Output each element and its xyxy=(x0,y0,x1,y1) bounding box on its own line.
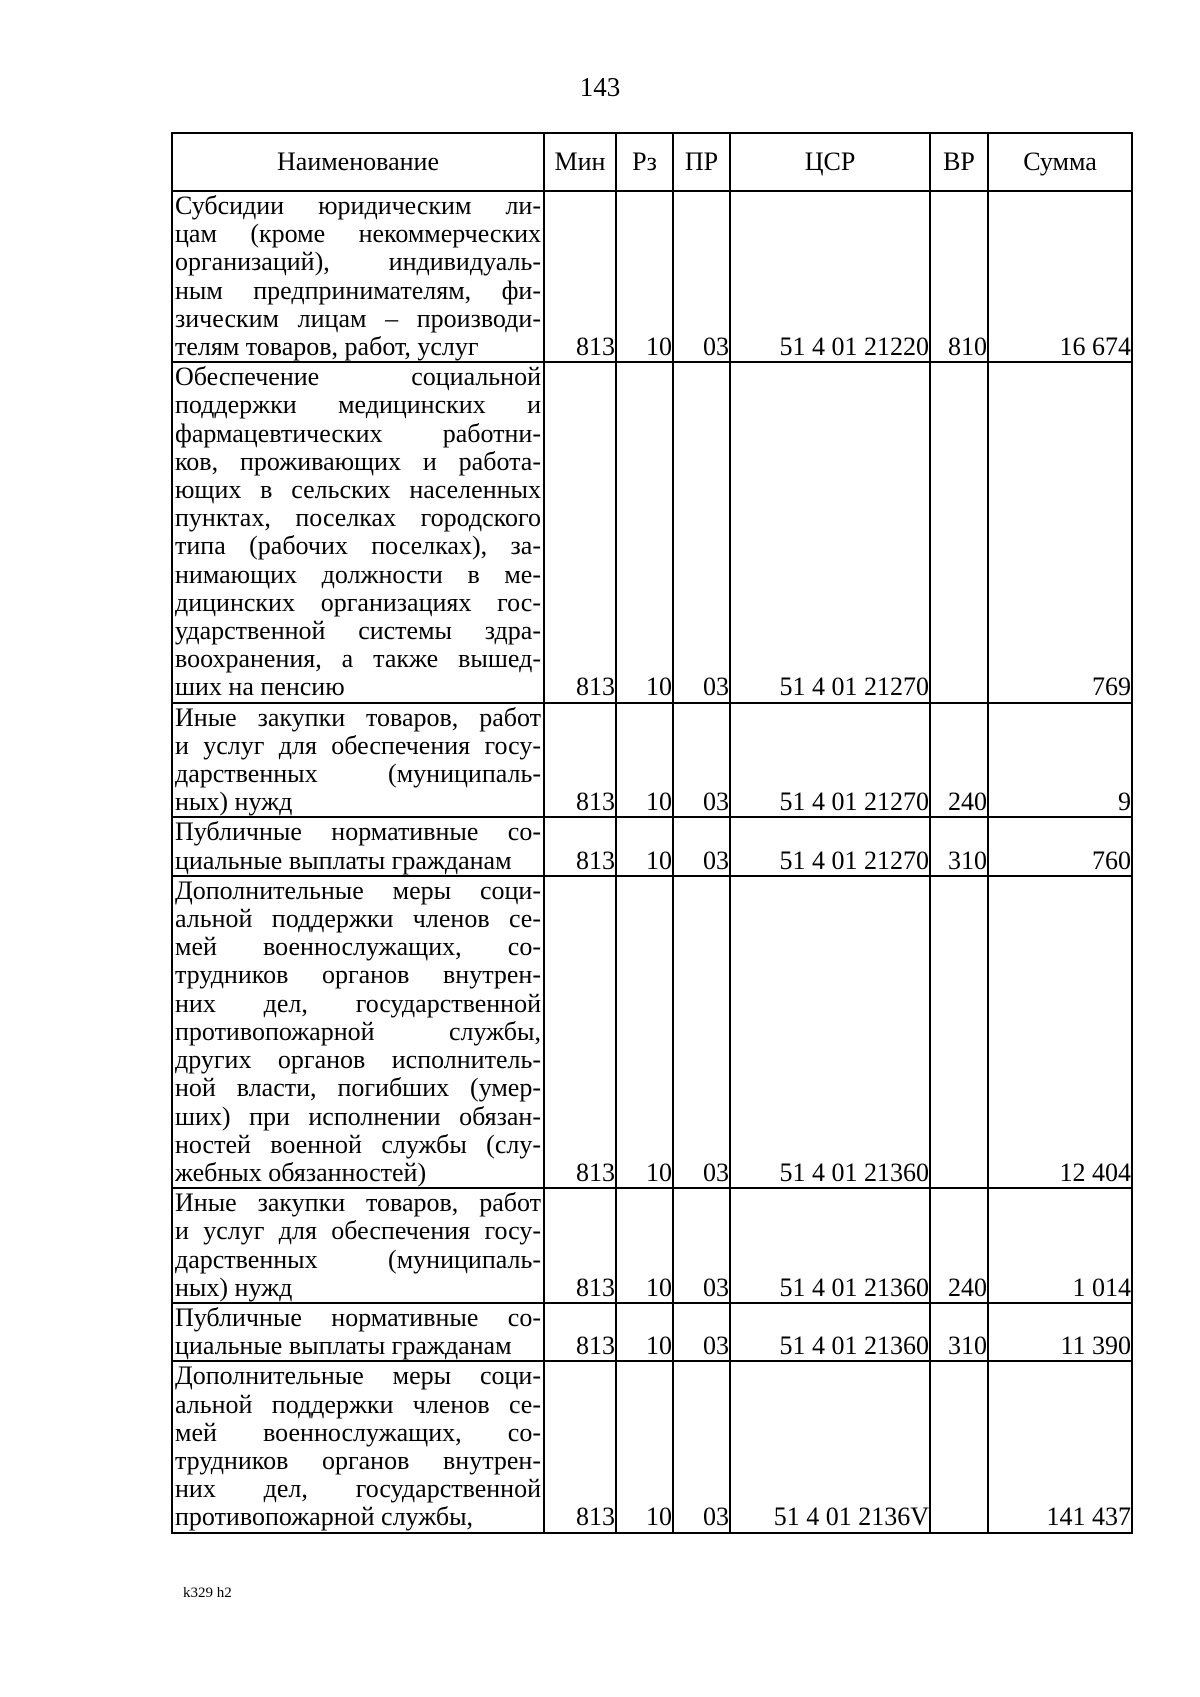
row-name-line: фармацевтических работни- xyxy=(175,418,541,448)
budget-table xyxy=(171,132,1133,1534)
table-row xyxy=(172,817,1132,875)
header-pr: ПР xyxy=(673,133,730,191)
row-name-line: цам (кроме некоммерческих xyxy=(175,219,541,249)
row-name-line: альной поддержки членов се- xyxy=(175,1389,541,1419)
row-name xyxy=(172,1188,544,1303)
row-sum: 12 404 xyxy=(988,876,1132,1188)
header-vr: ВР xyxy=(930,133,988,191)
row-name-line: Дополнительные меры соци- xyxy=(175,1361,541,1391)
row-name xyxy=(172,876,544,1188)
row-csr: 51 4 01 21360 xyxy=(730,1303,930,1361)
row-name-line: Публичные нормативные со- xyxy=(175,1302,541,1332)
row-name-line: мей военнослужащих, со- xyxy=(175,1417,541,1447)
row-csr: 51 4 01 21360 xyxy=(730,876,930,1188)
row-sum: 16 674 xyxy=(988,191,1132,362)
row-rz: 10 xyxy=(616,1303,673,1361)
row-min: 813 xyxy=(544,703,616,818)
row-name xyxy=(172,703,544,818)
row-min: 813 xyxy=(544,1361,616,1532)
row-vr: 310 xyxy=(930,1303,988,1361)
row-sum: 760 xyxy=(988,817,1132,875)
row-name-line: Обеспечение социальной xyxy=(175,362,541,392)
row-vr xyxy=(930,876,988,1188)
row-name xyxy=(172,1303,544,1361)
row-name-line: зическим лицам – производи- xyxy=(175,303,541,333)
table-row xyxy=(172,362,1132,702)
header-sum: Сумма xyxy=(988,133,1132,191)
row-name-line: жебных обязанностей) xyxy=(175,1157,427,1187)
row-rz: 10 xyxy=(616,703,673,818)
row-name-line: мей военнослужащих, со- xyxy=(175,932,541,962)
row-min: 813 xyxy=(544,1188,616,1303)
row-name-line: ных) нужд xyxy=(175,787,293,817)
row-pr: 03 xyxy=(673,876,730,1188)
row-min: 813 xyxy=(544,1303,616,1361)
row-name-line: воохранения, а также вышед- xyxy=(175,644,541,674)
row-csr: 51 4 01 21270 xyxy=(730,703,930,818)
row-vr: 810 xyxy=(930,191,988,362)
row-sum: 11 390 xyxy=(988,1303,1132,1361)
row-csr: 51 4 01 21220 xyxy=(730,191,930,362)
table-header-row xyxy=(172,133,1132,191)
row-vr: 310 xyxy=(930,817,988,875)
row-pr: 03 xyxy=(673,191,730,362)
table-row xyxy=(172,876,1132,1188)
row-name-line: ших на пенсию xyxy=(175,672,345,702)
row-name-line: трудников органов внутрен- xyxy=(175,1445,541,1475)
row-pr: 03 xyxy=(673,1361,730,1532)
row-name-line: дицинских организациях гос- xyxy=(175,587,541,617)
table-body xyxy=(172,191,1132,1533)
row-name-line: типа (рабочих поселках), за- xyxy=(175,531,541,561)
row-name-line: Субсидии юридическим ли- xyxy=(175,191,541,220)
row-min: 813 xyxy=(544,191,616,362)
row-vr xyxy=(930,362,988,702)
row-name-line: циальные выплаты гражданам xyxy=(175,845,512,875)
row-name-line: циальные выплаты гражданам xyxy=(175,1331,512,1361)
row-pr: 03 xyxy=(673,362,730,702)
row-name-line: ных) нужд xyxy=(175,1272,293,1302)
row-name-line: альной поддержки членов се- xyxy=(175,904,541,934)
row-name-line: ностей военной службы (слу- xyxy=(175,1129,541,1159)
page-number: 143 xyxy=(579,72,621,102)
row-name-line: противопожарной службы, xyxy=(175,1502,474,1532)
row-name xyxy=(172,817,544,875)
row-min: 813 xyxy=(544,876,616,1188)
row-name-line: телям товаров, работ, услуг xyxy=(175,332,479,362)
table-row xyxy=(172,1188,1132,1303)
row-name-line: них дел, государственной xyxy=(175,1474,541,1504)
row-name xyxy=(172,191,544,362)
row-name-line: нимающих должности в ме- xyxy=(175,559,541,589)
row-name-line: и услуг для обеспечения госу- xyxy=(175,1216,541,1246)
header-csr: ЦСР xyxy=(730,133,930,191)
row-name xyxy=(172,1361,544,1532)
row-csr: 51 4 01 21360 xyxy=(730,1188,930,1303)
row-pr: 03 xyxy=(673,1303,730,1361)
row-name-line: них дел, государственной xyxy=(175,988,541,1018)
table-row xyxy=(172,1303,1132,1361)
row-vr xyxy=(930,1361,988,1532)
row-name-line: противопожарной службы, xyxy=(175,1016,541,1046)
row-sum: 141 437 xyxy=(988,1361,1132,1532)
row-name-line: Публичные нормативные со- xyxy=(175,817,541,847)
row-sum: 9 xyxy=(988,703,1132,818)
table-row xyxy=(172,191,1132,362)
row-name-line: дарственных (муниципаль- xyxy=(175,1244,541,1274)
row-rz: 10 xyxy=(616,191,673,362)
row-name-line: других органов исполнитель- xyxy=(175,1045,541,1075)
row-name-line: ков, проживающих и работа- xyxy=(175,446,541,476)
row-name-line: ным предпринимателям, фи- xyxy=(175,275,541,305)
row-name-line: дарственных (муниципаль- xyxy=(175,759,541,789)
row-rz: 10 xyxy=(616,1361,673,1532)
row-vr: 240 xyxy=(930,703,988,818)
row-name xyxy=(172,362,544,702)
row-rz: 10 xyxy=(616,362,673,702)
row-name-line: Иные закупки товаров, работ xyxy=(175,1188,541,1218)
row-name-line: и услуг для обеспечения госу- xyxy=(175,730,541,760)
row-name-line: ной власти, погибших (умер- xyxy=(175,1073,541,1103)
row-pr: 03 xyxy=(673,1188,730,1303)
row-min: 813 xyxy=(544,362,616,702)
row-name-line: трудников органов внутрен- xyxy=(175,960,541,990)
row-name-line: пунктах, поселках городского xyxy=(175,503,541,533)
row-min: 813 xyxy=(544,817,616,875)
row-csr: 51 4 01 21270 xyxy=(730,817,930,875)
row-rz: 10 xyxy=(616,876,673,1188)
row-rz: 10 xyxy=(616,1188,673,1303)
header-min: Мин xyxy=(544,133,616,191)
header-name: Наименование xyxy=(172,133,544,191)
row-name-line: ющих в сельских населенных xyxy=(175,475,541,505)
row-name-line: организаций), индивидуаль- xyxy=(175,247,541,277)
row-csr: 51 4 01 2136V xyxy=(730,1361,930,1532)
row-name-line: ударственной системы здра- xyxy=(175,616,541,646)
row-name-line: Дополнительные меры соци- xyxy=(175,875,541,905)
row-vr: 240 xyxy=(930,1188,988,1303)
row-sum: 1 014 xyxy=(988,1188,1132,1303)
table-row xyxy=(172,1361,1132,1532)
row-name-line: поддержки медицинских и xyxy=(175,390,541,420)
row-name-line: ших) при исполнении обязан- xyxy=(175,1101,541,1131)
footer-code: k329 h2 xyxy=(183,1585,232,1601)
row-rz: 10 xyxy=(616,817,673,875)
row-csr: 51 4 01 21270 xyxy=(730,362,930,702)
row-pr: 03 xyxy=(673,703,730,818)
row-sum: 769 xyxy=(988,362,1132,702)
table-row xyxy=(172,703,1132,818)
row-pr: 03 xyxy=(673,817,730,875)
row-name-line: Иные закупки товаров, работ xyxy=(175,702,541,732)
header-rz: Рз xyxy=(616,133,673,191)
